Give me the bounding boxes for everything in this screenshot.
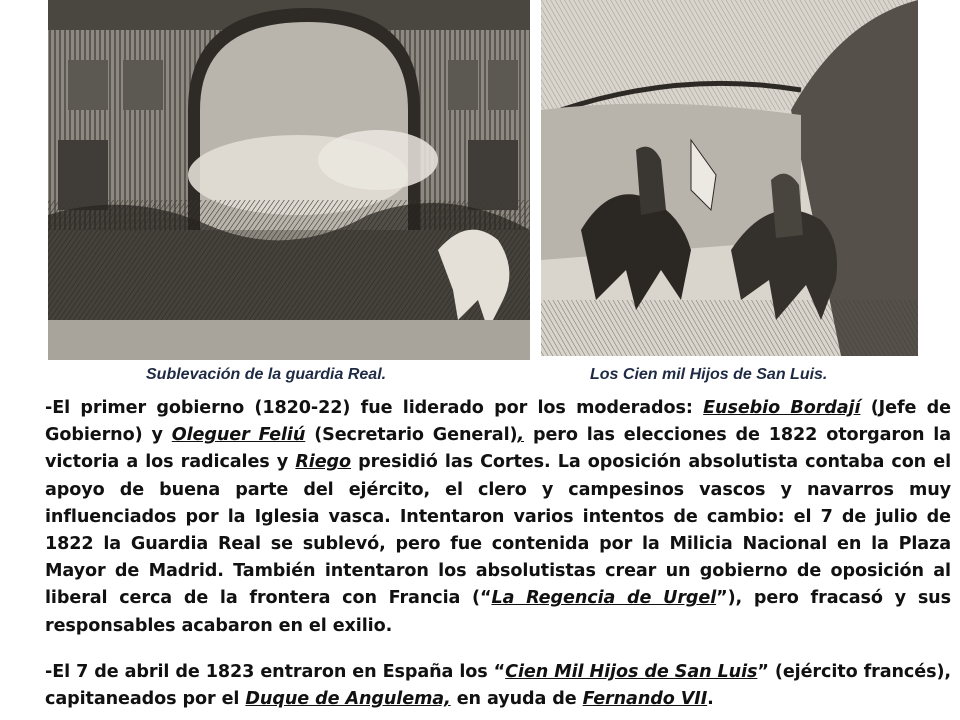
engraving-royal-guard-uprising — [48, 0, 530, 360]
hyperlink[interactable]: La Regencia de Urgel — [491, 588, 717, 609]
paragraph-text: ”), pero fracasó y sus responsables acabaron en el exilio. — [45, 588, 951, 636]
hyperlink[interactable]: Eusebio Bordají — [703, 398, 861, 418]
paragraph-first-government — [45, 395, 951, 640]
paragraph-text: (Jefe de Gobierno) y — [45, 398, 951, 446]
paragraph-text: (Secretario General) — [305, 425, 518, 446]
paragraph-text: -El primer gobierno (1820-22) fue liderado por los moderados: — [45, 398, 704, 418]
paragraph-text: ” (ejército francés), capitaneados por el — [45, 662, 951, 710]
hyperlink[interactable]: , — [517, 425, 525, 446]
caption-hundred-thousand-sons: Los Cien mil Hijos de San Luis. — [590, 366, 828, 383]
hyperlink[interactable]: Duque de Angulema, — [245, 689, 451, 710]
hyperlink[interactable]: Fernando VII — [582, 689, 708, 710]
paragraph-text: presidió las Cortes. La oposición absolutista contaba con el apoyo de buena parte del ejército, el clero y campesinos vascos y navarros muy influenciados por la Iglesia vasca. Intentaron varios intentos de cambio: el 7 de julio de 1822 la Guardia Real se sublevó, pero fue contenida por la Milicia Nacional en la Plaza Mayor de Madrid. También intentaron los absolutistas crear un gobierno de oposición al liberal cerca de la frontera con Francia (“ — [45, 452, 951, 609]
paragraph-text: . — [707, 689, 714, 710]
hyperlink[interactable]: Riego — [295, 452, 352, 473]
engraving-hundred-thousand-sons — [541, 0, 918, 356]
paragraph-text: pero las elecciones de 1822 otorgaron la victoria a los radicales y — [45, 425, 951, 473]
hyperlink[interactable]: Oleguer Feliú — [171, 425, 306, 446]
paragraph-text: -El 7 de abril de 1823 entraron en España los “ — [45, 662, 506, 682]
hyperlink[interactable]: Cien Mil Hijos de San Luis — [505, 662, 758, 682]
caption-royal-guard-uprising: Sublevación de la guardia Real. — [146, 366, 387, 383]
paragraph-french-intervention — [45, 659, 951, 713]
paragraph-text: en ayuda de — [450, 689, 583, 710]
